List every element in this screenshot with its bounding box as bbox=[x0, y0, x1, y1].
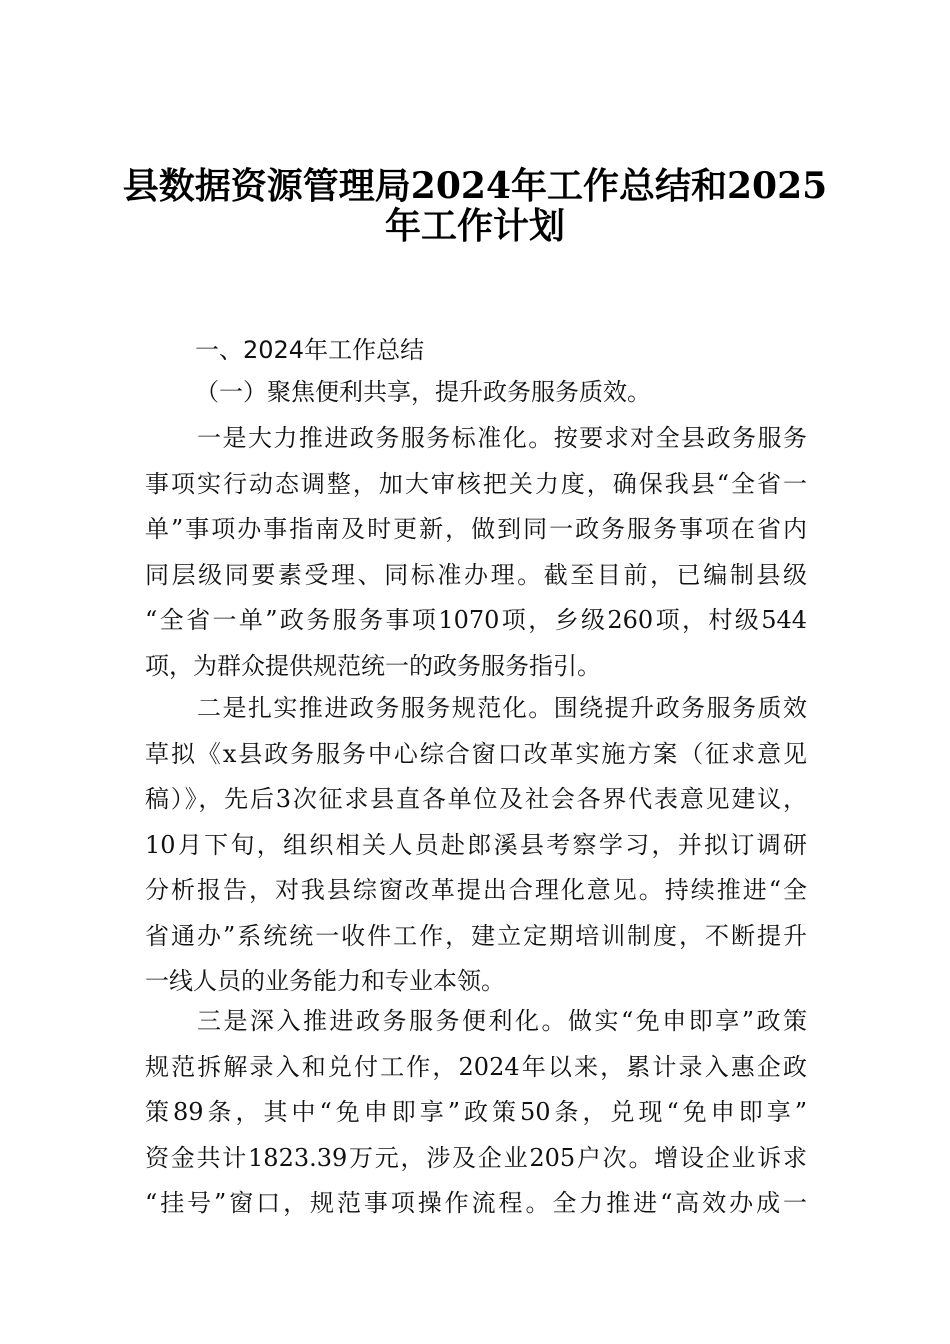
paragraph-line: 10月下旬，组织相关人员赴郎溪县考察学习，并拟订调研 bbox=[145, 830, 807, 859]
section-heading: 一、2024年工作总结 bbox=[195, 336, 425, 364]
paragraph-line: 一是大力推进政务服务标准化。按要求对全县政务服务 bbox=[197, 424, 807, 452]
paragraph-line: 草拟《x县政务服务中心综合窗口改革实施方案（征求意见 bbox=[145, 739, 807, 768]
document-title-line-2: 年工作计划 bbox=[384, 205, 565, 247]
paragraph-line: 三是深入推进政务服务便利化。做实“免申即享”政策 bbox=[197, 1007, 807, 1035]
paragraph-line: 分析报告，对我县综窗改革提出合理化意见。持续推进“全 bbox=[145, 876, 807, 904]
paragraph-line: 规范拆解录入和兑付工作，2024年以来，累计录入惠企政 bbox=[145, 1052, 807, 1081]
paragraph-line: 策89条，其中“免申即享”政策50条，兑现“免申即享” bbox=[145, 1098, 807, 1126]
paragraph-line: 资金共计1823.39万元，涉及企业205户次。增设企业诉求 bbox=[145, 1143, 807, 1172]
subsection-heading: （一）聚焦便利共享，提升政务服务质效。 bbox=[195, 378, 651, 406]
paragraph-line: 省通办”系统统一收件工作，建立定期培训制度，不断提升 bbox=[145, 921, 807, 950]
paragraph-line: 项，为群众提供规范统一的政务服务指引。 bbox=[145, 651, 601, 680]
paragraph-line: 事项实行动态调整，加大审核把关力度，确保我县“全省一 bbox=[145, 469, 807, 498]
paragraph-line: 同层级同要素受理、同标准办理。截至目前，已编制县级 bbox=[145, 560, 807, 589]
paragraph-line: 一线人员的业务能力和专业本领。 bbox=[145, 967, 505, 995]
paragraph-2 bbox=[145, 686, 807, 1005]
paragraph-1 bbox=[145, 416, 807, 689]
paragraph-3 bbox=[145, 999, 807, 1227]
paragraph-line: 二是扎实推进政务服务规范化。围绕提升政务服务质效 bbox=[197, 694, 807, 722]
paragraph-line: 单”事项办事指南及时更新，做到同一政务服务事项在省内 bbox=[145, 515, 807, 543]
document-title-line-1: 县数据资源管理局2024年工作总结和2025 bbox=[122, 165, 828, 207]
paragraph-line: 稿）》，先后3次征求县直各单位及社会各界代表意见建议， bbox=[145, 785, 807, 813]
paragraph-line: “全省一单”政务服务事项1070项，乡级260项，村级544 bbox=[145, 606, 807, 634]
paragraph-line: “挂号”窗口，规范事项操作流程。全力推进“高效办成一 bbox=[145, 1189, 807, 1217]
